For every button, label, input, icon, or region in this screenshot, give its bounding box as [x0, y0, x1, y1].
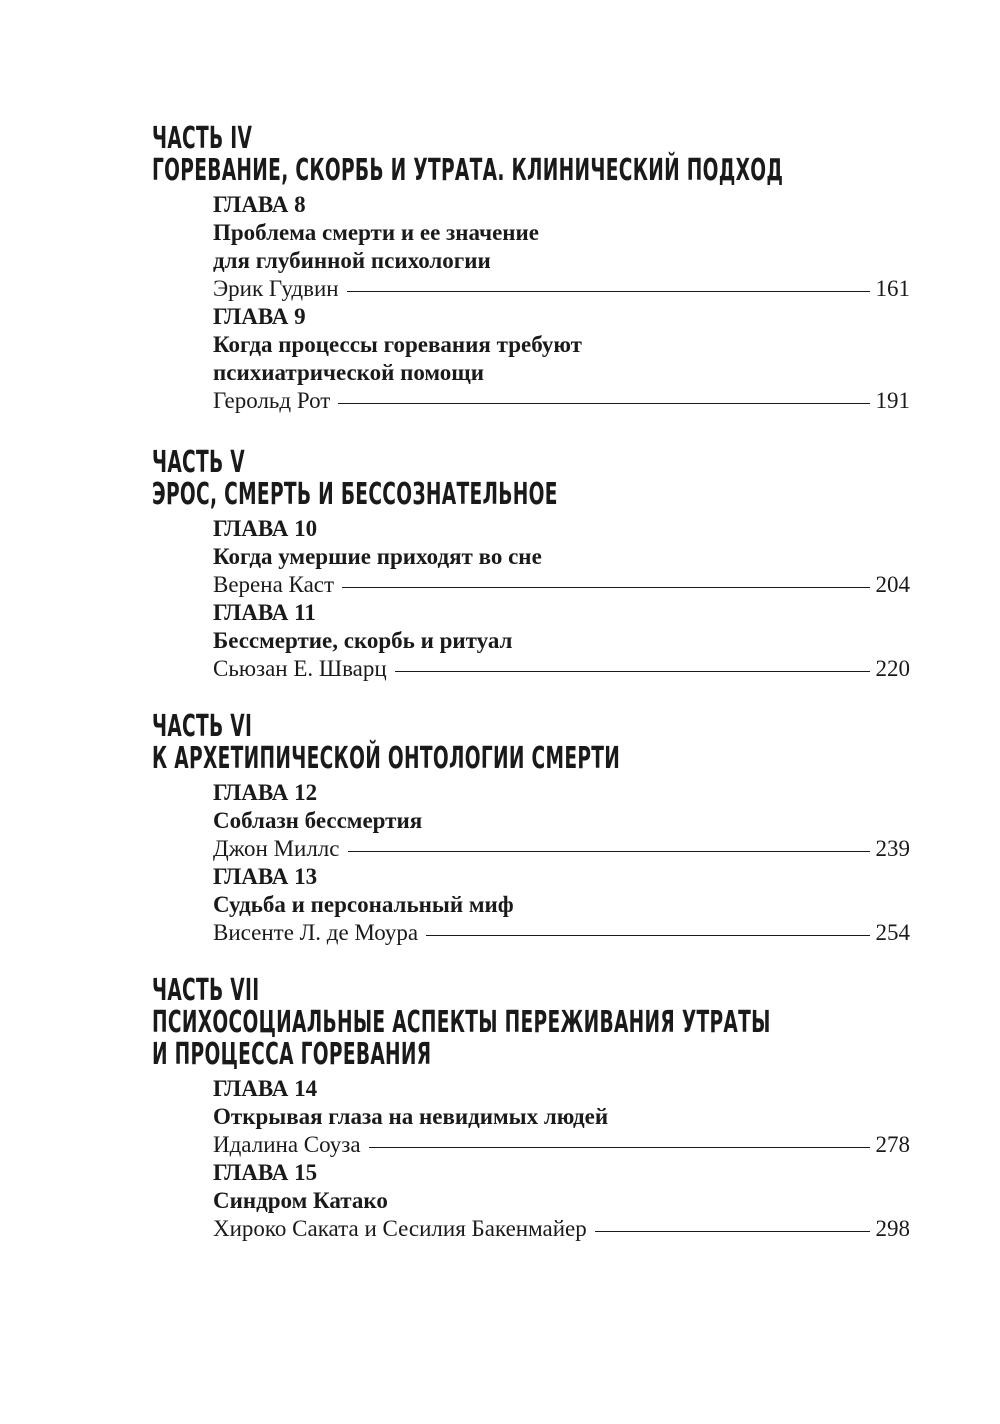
- chapter-author: Идалина Соуза: [213, 1132, 361, 1157]
- chapter-author: Верена Каст: [213, 572, 335, 597]
- chapter-title-line: Соблазн бессмертия: [213, 808, 423, 833]
- part-heading-line: И ПРОЦЕССА ГОРЕВАНИЯ: [152, 1037, 432, 1072]
- chapter-title: [213, 807, 910, 835]
- dot-leader: [426, 935, 869, 936]
- dot-leader: [342, 587, 869, 588]
- chapter-label: ГЛАВА 9: [213, 304, 306, 329]
- chapter-entry: [213, 863, 910, 947]
- chapter-label: ГЛАВА 15: [213, 1160, 318, 1185]
- chapter-title-line: Проблема смерти и ее значение: [213, 220, 539, 245]
- chapter-author: Эрик Гудвин: [213, 276, 339, 301]
- chapter-title: [213, 1103, 910, 1131]
- chapter-author: Хироко Саката и Сесилия Бакенмайер: [213, 1216, 587, 1241]
- chapter-label: ГЛАВА 11: [213, 600, 316, 625]
- chapter-list: [213, 191, 910, 415]
- chapter-entry: [213, 191, 910, 303]
- part-heading-line: ЧАСТЬ VI: [152, 709, 253, 744]
- chapter-list: [213, 1075, 910, 1243]
- chapter-entry: [213, 515, 910, 599]
- dot-leader: [338, 403, 869, 404]
- chapter-list: [213, 515, 910, 683]
- chapter-author-row: [213, 387, 910, 415]
- chapter-title: [213, 543, 910, 571]
- chapter-author-row: [213, 571, 910, 599]
- part-heading-line: ГОРЕВАНИЕ, СКОРБЬ И УТРАТА. КЛИНИЧЕСКИЙ ПОДХОД: [152, 153, 784, 188]
- chapter-title: [213, 331, 910, 387]
- dot-leader: [595, 1231, 870, 1232]
- part-iv: [152, 123, 912, 415]
- chapter-author-row: [213, 835, 910, 863]
- part-vii: [152, 975, 912, 1243]
- part-vi: [152, 711, 912, 947]
- chapter-author-row: [213, 1131, 910, 1159]
- chapter-title-line: Судьба и персональный миф: [213, 892, 514, 917]
- chapter-title-line: для глубинной психологии: [213, 248, 491, 273]
- chapter-title-line: Синдром Катако: [213, 1188, 388, 1213]
- chapter-title-line: Когда процессы горевания требуют: [213, 332, 582, 357]
- chapter-label: ГЛАВА 13: [213, 864, 318, 889]
- part-heading: [152, 711, 623, 775]
- chapter-entry: [213, 1159, 910, 1243]
- chapter-page-number: 239: [875, 836, 910, 861]
- chapter-title: [213, 627, 910, 655]
- chapter-author-row: [213, 1215, 910, 1243]
- part-heading-line: ЧАСТЬ VII: [152, 973, 260, 1008]
- part-heading-line: К АРХЕТИПИЧЕСКОЙ ОНТОЛОГИИ СМЕРТИ: [152, 741, 621, 776]
- chapter-author-row: [213, 655, 910, 683]
- chapter-entry: [213, 303, 910, 415]
- chapter-title-line: Открывая глаза на невидимых людей: [213, 1104, 609, 1129]
- chapter-entry: [213, 599, 910, 683]
- chapter-author-row: [213, 275, 910, 303]
- chapter-page-number: 191: [875, 388, 910, 413]
- part-heading-line: ЧАСТЬ V: [152, 445, 245, 480]
- part-heading-line: ПСИХОСОЦИАЛЬНЫЕ АСПЕКТЫ ПЕРЕЖИВАНИЯ УТРАТЫ: [152, 1005, 771, 1040]
- chapter-entry: [213, 779, 910, 863]
- part-heading: [152, 973, 771, 1072]
- chapter-page-number: 204: [875, 572, 910, 597]
- dot-leader: [395, 671, 870, 672]
- chapter-author: Герольд Рот: [213, 388, 331, 413]
- dot-leader: [369, 1147, 870, 1148]
- chapter-title-line: психиатрической помощи: [213, 360, 484, 385]
- chapter-list: [213, 779, 910, 947]
- part-heading-line: ЭРОС, СМЕРТЬ И БЕССОЗНАТЕЛЬНОЕ: [152, 477, 558, 512]
- chapter-title: [213, 1187, 910, 1215]
- chapter-title-line: Бессмертие, скорбь и ритуал: [213, 628, 513, 653]
- part-heading: [152, 447, 623, 511]
- chapter-page-number: 278: [875, 1132, 910, 1157]
- part-heading: [152, 121, 784, 188]
- dot-leader: [348, 851, 870, 852]
- chapter-page-number: 220: [875, 656, 910, 681]
- chapter-page-number: 298: [875, 1216, 910, 1241]
- chapter-page-number: 161: [875, 276, 910, 301]
- chapter-title: [213, 219, 910, 275]
- chapter-page-number: 254: [875, 920, 910, 945]
- chapter-title: [213, 891, 910, 919]
- part-v: [152, 447, 912, 683]
- chapter-entry: [213, 1075, 910, 1159]
- chapter-label: ГЛАВА 14: [213, 1076, 318, 1101]
- chapter-author: Сьюзан Е. Шварц: [213, 656, 387, 681]
- part-heading-line: ЧАСТЬ IV: [152, 121, 253, 156]
- chapter-title-line: Когда умершие приходят во сне: [213, 544, 542, 569]
- chapter-label: ГЛАВА 10: [213, 516, 318, 541]
- chapter-author: Джон Миллс: [213, 836, 340, 861]
- chapter-author: Висенте Л. де Моура: [213, 920, 419, 945]
- dot-leader: [347, 291, 870, 292]
- chapter-label: ГЛАВА 12: [213, 780, 318, 805]
- chapter-label: ГЛАВА 8: [213, 192, 306, 217]
- chapter-author-row: [213, 919, 910, 947]
